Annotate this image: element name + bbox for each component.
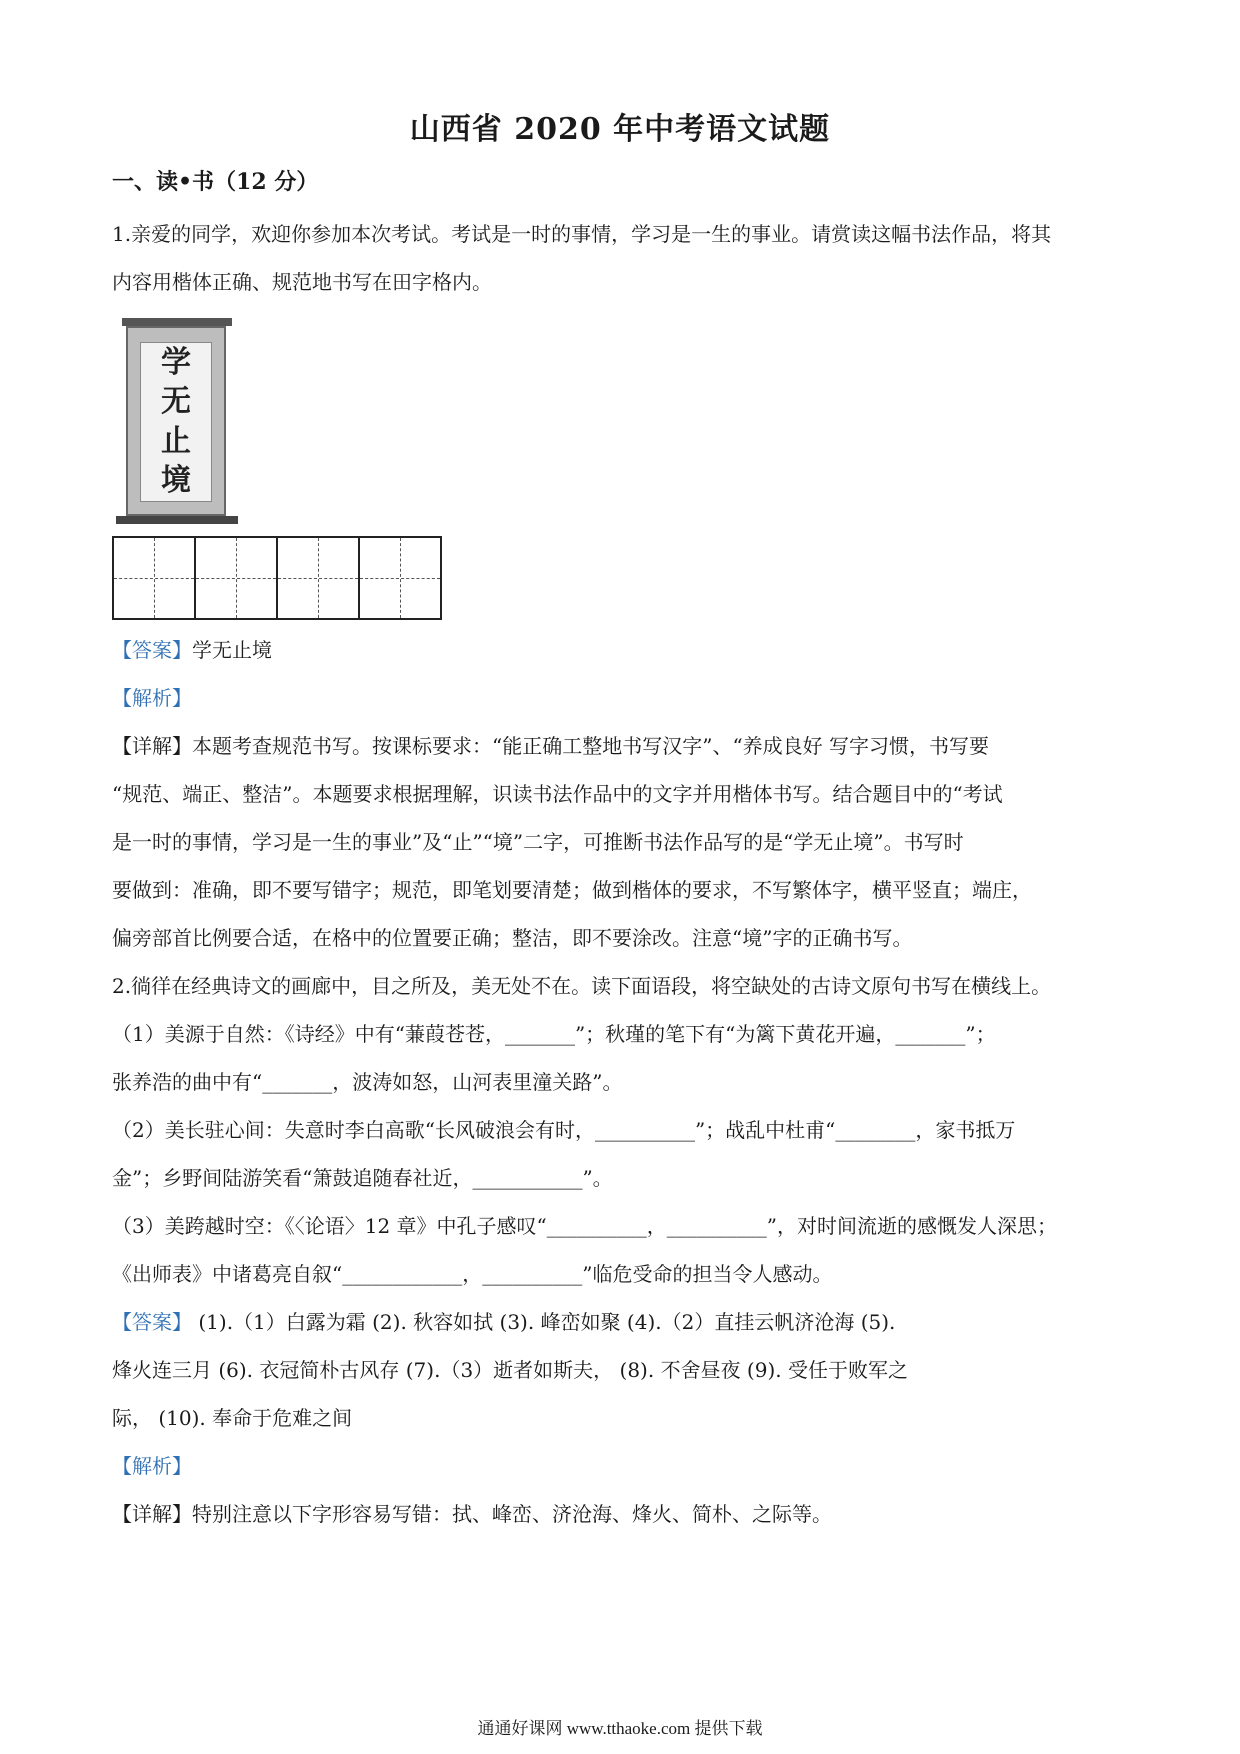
calligraphy-char: 止	[161, 423, 191, 459]
tianzige-cell[interactable]	[358, 536, 442, 620]
question-2-text: 2.徜徉在经典诗文的画廊中，目之所及，美无处不在。读下面语段，将空缺处的古诗文原句书写在横线上。	[112, 974, 1052, 998]
answer-text: 学无止境	[192, 638, 272, 662]
detail-line: 偏旁部首比例要合适，在格中的位置要正确；整洁，即不要涂改。注意“境”字的正确书写。	[112, 926, 913, 950]
detail-line: 是一时的事情，学习是一生的事业”及“止”“境”二字，可推断书法作品写的是“学无止境”。书写时	[112, 830, 964, 854]
question-2-text: 张养浩的曲中有“_______，波涛如怒，山河表里潼关路”。	[112, 1070, 623, 1094]
calligraphy-char: 境	[161, 463, 191, 499]
question-1-text: 内容用楷体正确、规范地书写在田字格内。	[112, 270, 492, 294]
analysis-tag: 【解析】	[112, 1454, 192, 1478]
calligraphy-char: 无	[161, 384, 191, 420]
tianzige-cell[interactable]	[112, 536, 196, 620]
detail-line: “规范、端正、整洁”。本题要求根据理解，识读书法作品中的文字并用楷体书写。结合题目中的“考试	[112, 782, 1003, 806]
answer-tag: 【答案】	[112, 638, 192, 662]
tianzige-cell[interactable]	[276, 536, 360, 620]
question-2-text: 金”；乡野间陆游笑看“箫鼓追随春社近，___________”。	[112, 1166, 613, 1190]
tianzige-grid	[112, 536, 440, 620]
question-2-text: （1）美源于自然：《诗经》中有“蒹葭苍苍，_______”；秋瑾的笔下有“为篱下黄花开遍，_______”；	[112, 1022, 996, 1046]
question-2-text: （3）美跨越时空：《〈论语〉12 章》中孔子感叹“__________，__________”，对时间流逝的感慨发人深思；	[112, 1214, 1057, 1238]
question-2-text: 《出师表》中诸葛亮自叙“____________，__________”临危受命的担当令人感动。	[112, 1262, 833, 1286]
answer-tag: 【答案】	[112, 1310, 192, 1334]
analysis-tag: 【解析】	[112, 686, 192, 710]
question-2-text: （2）美长驻心间：失意时李白高歌“长风破浪会有时，__________”；战乱中杜甫“________，家书抵万	[112, 1118, 1016, 1142]
scroll-paper	[126, 326, 226, 516]
page-title: 山西省 2020 年中考语文试题	[409, 112, 831, 147]
footer-credit: 通通好课网 www.tthaoke.com 提供下载	[477, 1719, 763, 1738]
answer-1	[112, 636, 1132, 664]
tianzige-cell[interactable]	[194, 536, 278, 620]
answer-text: 烽火连三月 (6). 衣冠简朴古风存 (7).（3）逝者如斯夫， (8). 不舍昼夜 (9). 受任于败军之	[112, 1358, 908, 1382]
scroll-rod	[116, 516, 238, 524]
answer-2	[112, 1308, 1132, 1336]
question-1-text: 1.亲爱的同学，欢迎你参加本次考试。考试是一时的事情，学习是一生的事业。请赏读这幅书法作品，将其	[112, 222, 1052, 246]
detail-line: 【详解】特别注意以下字形容易写错：拭、峰峦、济沧海、烽火、简朴、之际等。	[112, 1502, 832, 1526]
calligraphy-scroll-image	[112, 318, 242, 528]
answer-text: (1).（1）白露为霜 (2). 秋容如拭 (3). 峰峦如聚 (4).（2）直挂云帆济沧海 (5).	[192, 1310, 896, 1334]
detail-line: 要做到：准确，即不要写错字；规范，即笔划要清楚；做到楷体的要求，不写繁体字，横平竖直；端庄，	[112, 878, 1032, 902]
calligraphy-text	[140, 342, 212, 502]
detail-line: 【详解】本题考查规范书写。按课标要求：“能正确工整地书写汉字”、“养成良好 写字习惯，书写要	[112, 734, 990, 758]
section-heading: 一、读•书（12 分）	[112, 169, 319, 195]
answer-text: 际， (10). 奉命于危难之间	[112, 1406, 353, 1430]
scroll-rod	[122, 318, 232, 326]
calligraphy-char: 学	[161, 344, 191, 380]
